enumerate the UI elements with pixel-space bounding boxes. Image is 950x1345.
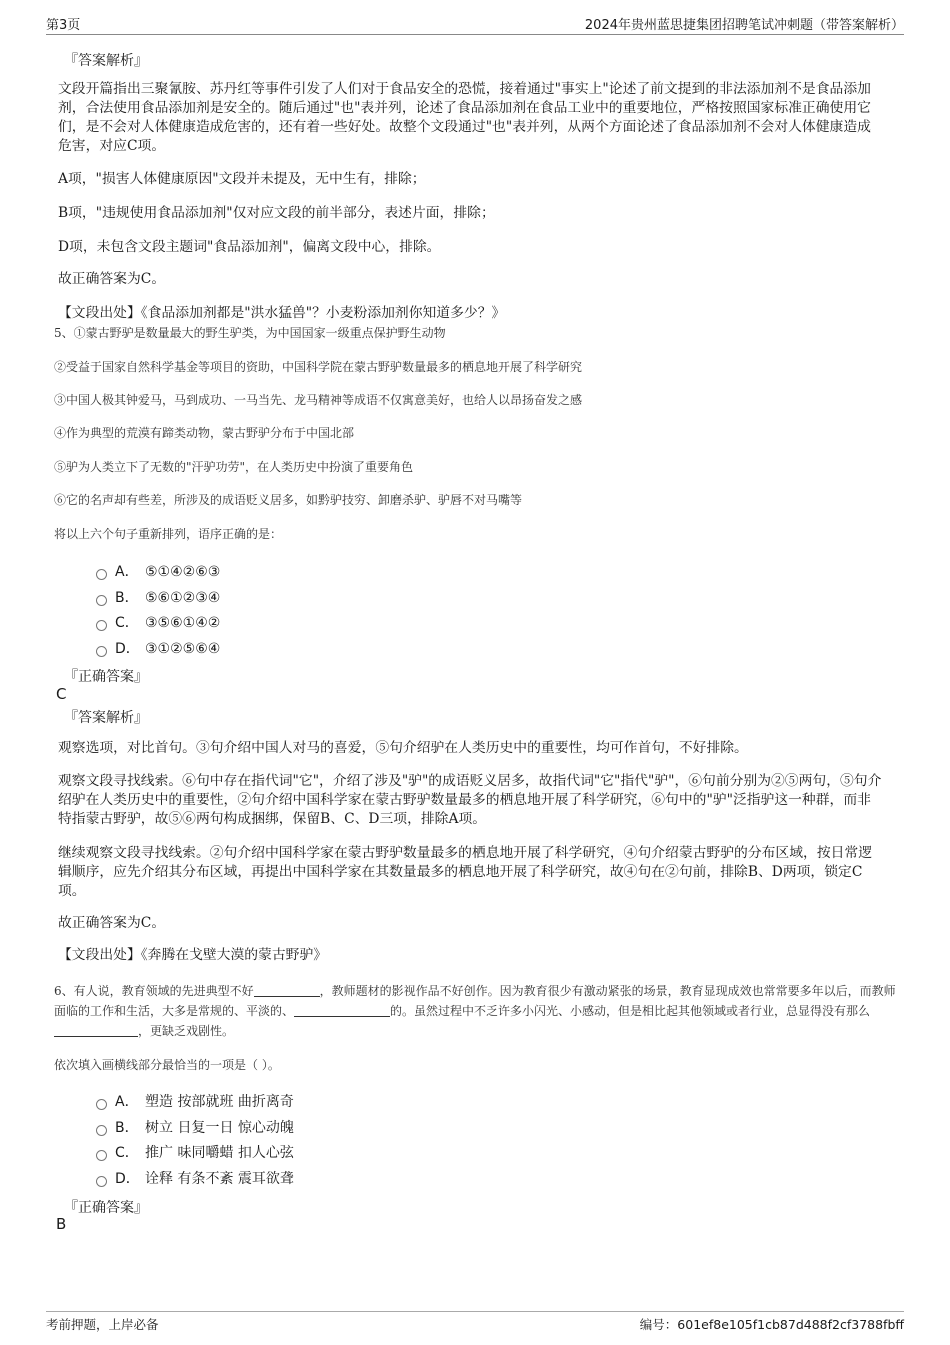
q5-sentence-3: ③中国人极其钟爱马，马到成功、一马当先、龙马精神等成语不仅寓意美好，也给人以昂扬奋发之感 bbox=[54, 393, 583, 407]
radio-icon[interactable] bbox=[96, 569, 107, 580]
radio-icon[interactable] bbox=[96, 1176, 107, 1187]
radio-icon[interactable] bbox=[96, 1125, 107, 1136]
q5-option-a[interactable]: A． ⑤①④②⑥③ bbox=[96, 561, 220, 581]
q5-prompt: 将以上六个句子重新排列，语序正确的是： bbox=[54, 527, 283, 541]
q5-analysis-p3: 继续观察文段寻找线索。②句介绍中国科学家在蒙古野驴数量最多的栖息地开展了科学研究，④句介绍蒙古野驴的分布区域，按日常逻辑顺序，应先介绍其分布区域，再提出中国科学家在其数量最多的栖息地开展了科学研究，故④句在②句前，排除B、D两项，锁定C项。 bbox=[58, 845, 873, 899]
q5-option-d[interactable]: D． ③①②⑤⑥④ bbox=[96, 638, 220, 658]
q4-analysis-p5: 故正确答案为C。 bbox=[58, 271, 166, 287]
page-number: 第3页 bbox=[46, 18, 81, 33]
q5-analysis-p1: 观察选项，对比首句。③句介绍中国人对马的喜爱，⑤句介绍驴在人类历史中的重要性，均可作首句，不好排除。 bbox=[58, 740, 748, 756]
q5-answer: C bbox=[56, 685, 67, 703]
q4-analysis-p3: B项，"违规使用食品添加剂"仅对应文段的前半部分，表述片面，排除； bbox=[58, 205, 495, 221]
q5-sentence-5: ⑤驴为人类立下了无数的"汗驴功劳"，在人类历史中扮演了重要角色 bbox=[54, 460, 414, 474]
blank-3 bbox=[54, 1023, 138, 1037]
document-title: 2024年贵州蓝思捷集团招聘笔试冲刺题（带答案解析） bbox=[584, 18, 904, 33]
page-footer bbox=[46, 1311, 904, 1334]
footer-slogan: 考前押题，上岸必备 bbox=[46, 1317, 159, 1332]
q4-analysis-p1: 文段开篇指出三聚氰胺、苏丹红等事件引发了人们对于食品安全的恐慌，接着通过"事实上"论述了前文提到的非法添加剂不是食品添加剂，合法使用食品添加剂是安全的。随后通过"也"表并列，论述了食品添加剂在食品工业中的重要地位，严格按照国家标准正确使用它们，是不会对人体健康造成危害的，还有着一些好处。故整个文段通过"也"表并列，从两个方面论述了食品添加剂不会对人体健康造成危害，对应C项。 bbox=[58, 81, 871, 154]
q5-sentence-6: ⑥它的名声却有些差，所涉及的成语贬义居多，如黔驴技穷、卸磨杀驴、驴唇不对马嘴等 bbox=[54, 493, 523, 507]
q6-option-a[interactable]: A． 塑造 按部就班 曲折离奇 bbox=[96, 1091, 294, 1111]
q6-answer-label: 『正确答案』 bbox=[64, 1200, 148, 1216]
q5-sentence-2: ②受益于国家自然科学基金等项目的资助，中国科学院在蒙古野驴数量最多的栖息地开展了科学研究 bbox=[54, 360, 583, 374]
radio-icon[interactable] bbox=[96, 620, 107, 631]
radio-icon[interactable] bbox=[96, 1099, 107, 1110]
radio-icon[interactable] bbox=[96, 1150, 107, 1161]
q6-option-b[interactable]: B． 树立 日复一日 惊心动魄 bbox=[96, 1117, 294, 1137]
q4-source: 【文段出处】《食品添加剂都是"洪水猛兽"？小麦粉添加剂你知道多少？》 bbox=[58, 305, 506, 321]
blank-1 bbox=[254, 983, 320, 997]
q5-source: 【文段出处】《奔腾在戈壁大漠的蒙古野驴》 bbox=[58, 947, 328, 963]
q4-analysis-p2: A项，"损害人体健康原因"文段并未提及，无中生有，排除； bbox=[58, 171, 426, 187]
page-header bbox=[46, 14, 904, 35]
blank-2 bbox=[294, 1003, 390, 1017]
q4-analysis-p4: D项，未包含文段主题词"食品添加剂"，偏离文段中心，排除。 bbox=[58, 239, 441, 255]
q6-prompt: 依次填入画横线部分最恰当的一项是（ ）。 bbox=[54, 1058, 280, 1072]
q6-answer: B bbox=[56, 1215, 67, 1233]
q4-analysis-label: 『答案解析』 bbox=[64, 53, 148, 69]
q6-option-c[interactable]: C． 推广 味同嚼蜡 扣人心弦 bbox=[96, 1142, 294, 1162]
q5-sentence-1: 5、①蒙古野驴是数量最大的野生驴类，为中国国家一级重点保护野生动物 bbox=[54, 326, 446, 340]
q6-option-d[interactable]: D． 诠释 有条不紊 震耳欲聋 bbox=[96, 1168, 294, 1188]
q6-stem: 6、有人说，教育领域的先进典型不好 ，教师题材的影视作品不好创作。因为教育很少有激动紧张的场景，教育显现成效也常常要多年以后，而教师面临的工作和生活，大多是常规的、平淡的、 的。虽然过程中不乏许多小闪光、小感动，但是相比起其他领域或者行业，总显得没有那么，更缺乏戏剧性。 bbox=[54, 984, 896, 1038]
q5-sentence-4: ④作为典型的荒漠有蹄类动物，蒙古野驴分布于中国北部 bbox=[54, 426, 355, 440]
q5-answer-label: 『正确答案』 bbox=[64, 669, 148, 685]
q5-option-c[interactable]: C． ③⑤⑥①④② bbox=[96, 612, 220, 632]
q5-analysis-label: 『答案解析』 bbox=[64, 710, 148, 726]
radio-icon[interactable] bbox=[96, 595, 107, 606]
document-id: 编号：601ef8e105f1cb87d488f2cf3788fbff bbox=[639, 1317, 904, 1332]
radio-icon[interactable] bbox=[96, 646, 107, 657]
q5-option-b[interactable]: B． ⑤⑥①②③④ bbox=[96, 587, 220, 607]
q5-analysis-p2: 观察文段寻找线索。⑥句中存在指代词"它"，介绍了涉及"驴"的成语贬义居多，故指代词"它"指代"驴"，⑥句前分别为②⑤两句，⑤句介绍驴在人类历史中的重要性，②句介绍中国科学家在蒙古野驴数量最多的栖息地开展了科学研究，⑥句中的"驴"泛指驴这一种群，而非特指蒙古野驴，故⑤⑥两句构成捆绑，保留B、C、D三项，排除A项。 bbox=[58, 773, 882, 827]
q5-analysis-p4: 故正确答案为C。 bbox=[58, 915, 166, 931]
